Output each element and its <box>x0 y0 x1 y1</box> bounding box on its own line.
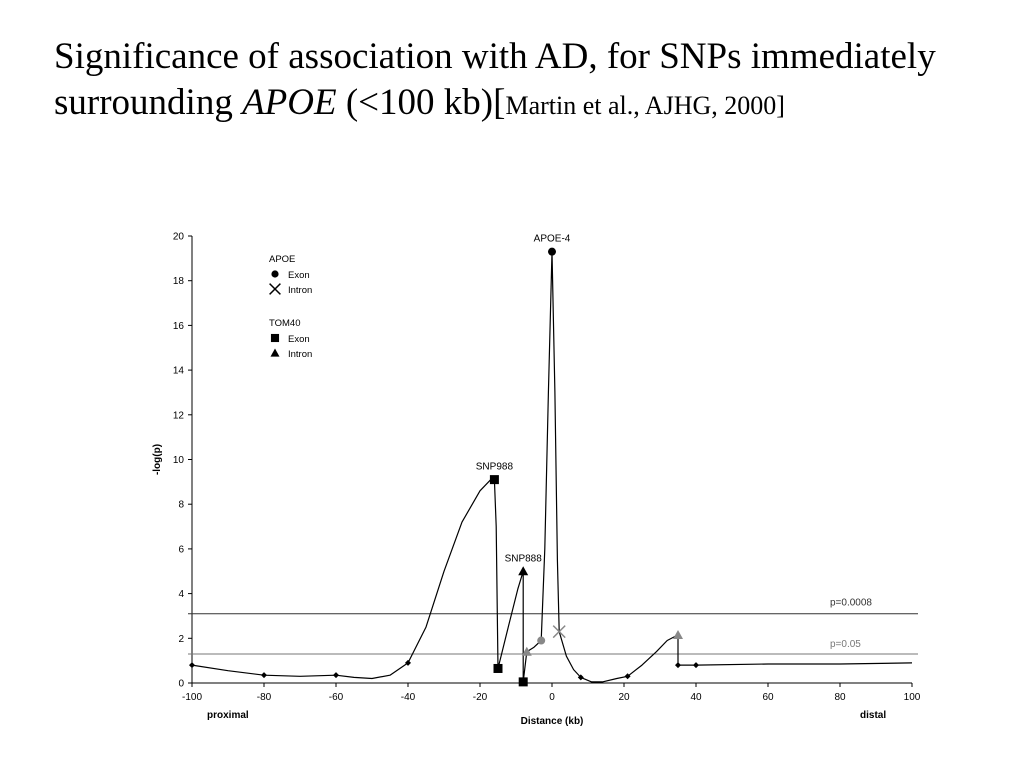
x-axis-label: Distance (kb) <box>520 716 584 727</box>
x-tick-label: 100 <box>903 692 921 703</box>
x-tick-label: -80 <box>256 692 272 703</box>
legend-item-label: Intron <box>288 285 313 296</box>
title-range: (<100 kb)[ <box>336 82 506 123</box>
distal-label: distal <box>860 710 887 721</box>
y-tick-label: 16 <box>172 320 184 332</box>
data-point-circle <box>548 248 556 256</box>
y-tick-label: 20 <box>172 231 184 243</box>
data-point-triangle <box>673 630 683 639</box>
data-point-circle <box>537 637 545 645</box>
legend-marker-x <box>270 284 281 295</box>
legend-item-label: Exon <box>288 270 310 281</box>
data-point-square <box>494 664 503 673</box>
x-tick-label: 80 <box>834 692 846 703</box>
data-point-diamond <box>189 662 195 668</box>
legend-marker-circle <box>271 270 278 277</box>
x-tick-label: 0 <box>549 692 555 703</box>
proximal-label: proximal <box>207 710 249 721</box>
threshold-label: p=0.05 <box>830 638 861 650</box>
data-point-diamond <box>693 662 699 668</box>
data-point-diamond <box>333 672 339 678</box>
x-tick-label: -60 <box>328 692 344 703</box>
x-tick-label: 60 <box>762 692 774 703</box>
y-tick-label: 12 <box>172 410 184 422</box>
point-label: SNP888 <box>504 553 542 565</box>
y-tick-label: 18 <box>172 276 184 288</box>
legend-group-title: TOM40 <box>269 318 301 329</box>
y-tick-label: 14 <box>172 365 184 377</box>
data-point-diamond <box>675 662 681 668</box>
legend-item-label: Intron <box>288 349 313 360</box>
association-curve <box>192 252 912 682</box>
data-point-triangle <box>518 566 528 575</box>
legend-marker-square <box>271 334 279 342</box>
point-label: SNP988 <box>475 461 514 473</box>
y-tick-label: 6 <box>178 544 184 556</box>
legend-item-label: Exon <box>288 334 310 345</box>
title-citation: Martin et al., AJHG, 2000] <box>505 91 785 120</box>
x-tick-label: 20 <box>618 692 630 703</box>
data-point-square <box>519 677 528 686</box>
data-point-square <box>490 475 499 484</box>
y-tick-label: 10 <box>172 455 184 466</box>
x-tick-label: -20 <box>472 692 488 703</box>
data-point-diamond <box>261 672 267 678</box>
x-tick-label: -40 <box>400 692 416 703</box>
y-tick-label: 8 <box>178 499 184 511</box>
legend-group-title: APOE <box>269 254 296 265</box>
x-tick-label: 40 <box>690 692 702 703</box>
legend-marker-triangle <box>271 349 280 357</box>
title-main: Significance of association with AD, for SNPs immediately surrounding <box>54 36 936 123</box>
title-gene: APOE <box>242 82 337 123</box>
y-tick-label: 2 <box>178 633 184 645</box>
x-tick-label: -100 <box>181 692 203 703</box>
threshold-label: p=0.0008 <box>830 597 872 609</box>
y-axis-label: -log(p) <box>152 443 163 476</box>
y-tick-label: 4 <box>178 589 184 601</box>
y-tick-label: 0 <box>178 678 184 690</box>
point-label: APOE-4 <box>533 233 571 245</box>
